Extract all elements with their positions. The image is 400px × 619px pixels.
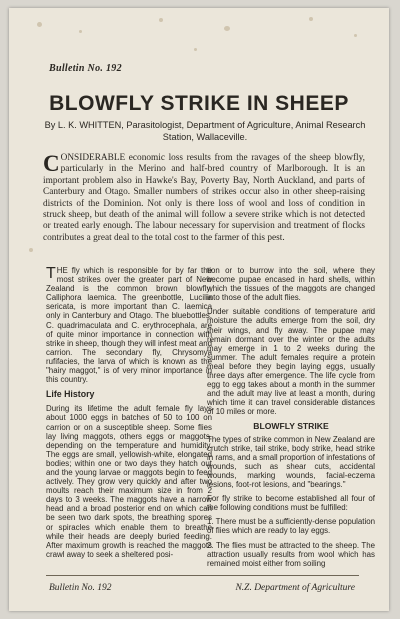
footer-divider: [46, 575, 359, 576]
list-item: 2. The flies must be attracted to the sheep. The attraction usually results from wool which has remained moist either from soiling: [207, 540, 375, 568]
right-column: [207, 266, 375, 573]
footer-department: N.Z. Department of Agriculture: [235, 583, 355, 593]
intro-text: ONSIDERABLE economic loss results from the ravages of the sheep blowfly, particularly in the Merino and half-bred country of Marlborough. It is an important problem also in Hawke's Bay, Poverty Bay, North Auckland, and parts of Canterbury and Otago. Smaller numbers of strikes occur also in other sheep-raising districts of the Dominion. Not only is there loss of wool and loss of condition in struck sheep, but death of the animal will follow a severe strike which is not detected or treated early enough. The labour necessary for supervision and treatment of flocks contributes a great deal to the total cost to the farmer of this pest.: [43, 153, 365, 243]
author-byline: By L. K. WHITTEN, Parasitologist, Department of Agriculture, Animal Research Station, Wallaceville.: [44, 120, 366, 142]
bulletin-number: Bulletin No. 192: [49, 63, 122, 74]
intro-paragraph: [43, 153, 365, 244]
right-paragraph-2: Under suitable conditions of temperature and moisture the adults emerge from the soil, dry their wings, and fly away. The pupae may remain dormant over the winter or the adults may emerge in 1 to 2 weeks during the summer. The adult females require a protein meal before they begin laying eggs, usually three days after emergence. The life cycle from egg to egg takes about a month in the summer and the adult may live at least a month, during which time it can travel considerable distances of 10 miles or more.: [207, 307, 375, 417]
conditions-list: [207, 517, 375, 567]
life-history-heading: Life History: [46, 389, 95, 400]
intro-dropcap: C: [43, 151, 60, 176]
page-footer: [49, 583, 355, 593]
right-paragraph-1: tion or to burrow into the soil, where they become pupae encased in hard shells, within which the tissues of the maggots are changed into those of the adult flies.: [207, 266, 375, 303]
left-paragraph-1: THE fly which is responsible for by far the most strikes over the greater part of New Zealand is the common brown blowfly, Calliphora laemica. The greenbottle, Lucilia sericata, is more important than C. laemica only in Canterbury and Otago. The bluebottles, C. quadrimaculata and C. erythrocephala, are of quite minor importance in connection with strike in sheep, though they will infest meat and carrion. The secondary fly, Chrysomya rufifacies, the larva of which is known as the "hairy maggot," is of very minor importance in this country.: [46, 265, 212, 385]
page-title: BLOWFLY STRIKE IN SHEEP: [49, 92, 349, 115]
left-dropcap: T: [46, 265, 56, 282]
left-column: [46, 266, 212, 564]
left-paragraph-2: During its lifetime the adult female fly lays about 1000 eggs in batches of 50 to 100 on carrion or on a susceptible sheep. Some flies lay living maggots, others eggs or maggots, depending on the temperature and humidity. The eggs are small, yellowish-white, elongated bodies; within one or two days they hatch out and the young larvae or maggots begin to feed actively. They grow very quickly and after two moults reach their maximum size in from 2 days to 3 weeks. The maggots have a narrow head and a broad posterior end on which can be seen two dark spots, the breathing spores or spiracles which enable them to breathe while their heads are deeply buried feeding. After maximum growth is reached the maggots crawl away to seek a sheltered posi-: [46, 404, 212, 559]
right-paragraph-4: For fly strike to become established all four of the following conditions must be fulfilled:: [207, 494, 375, 513]
list-item: 1. There must be a sufficiently-dense population of flies which are ready to lay eggs.: [207, 517, 375, 536]
footer-bulletin: Bulletin No. 192: [49, 583, 112, 593]
bulletin-page: [9, 8, 389, 611]
right-paragraph-3: The types of strike common in New Zealand are crutch strike, tail strike, body strike, head strike in rams, and a small proportion of infestations of wounds, such as shear cuts, accidental wounds, marking wounds, facial-eczema lesions, foot-rot lesions, and "bearings.": [207, 434, 375, 490]
blowfly-strike-heading: BLOWFLY STRIKE: [253, 420, 329, 431]
